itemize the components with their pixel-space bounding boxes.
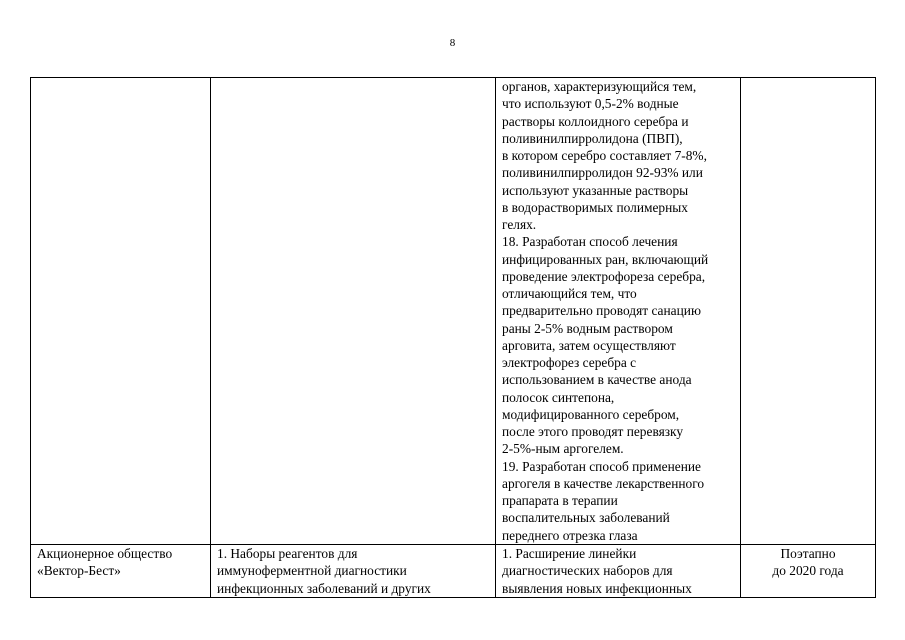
text-line: арговита, затем осуществляют [502, 337, 676, 353]
deadline-cell [741, 545, 876, 598]
text-line: органов, характеризующийся тем, [502, 79, 697, 94]
text-line: диагностических наборов для [502, 563, 673, 579]
results-cell [496, 545, 741, 598]
text-line: модифицированного серебром, [502, 406, 680, 422]
text-line: предварительно проводят санацию [502, 303, 701, 319]
table-row [31, 78, 876, 545]
text-line: инфицированных ран, включающий [502, 251, 709, 267]
product-cell [211, 78, 496, 545]
text-line: аргогеля в качестве лекарственного [502, 475, 705, 491]
text-line: до 2020 года [772, 563, 844, 579]
deadline-cell [741, 78, 876, 545]
text-line: раны 2-5% водным раствором [502, 320, 673, 336]
text-line: иммуноферментной диагностики [217, 563, 407, 579]
text-line: гелях. [502, 217, 537, 232]
text-line: полосок синтепона, [502, 389, 615, 405]
table-row [31, 545, 876, 598]
text-line: использованием в качестве анода [502, 372, 692, 388]
text-line: выявления новых инфекционных [502, 580, 692, 596]
organization-cell [31, 545, 211, 598]
text-line: 1. Наборы реагентов для [217, 546, 358, 561]
text-line: 18. Разработан способ лечения [502, 234, 678, 250]
text-line: Акционерное общество [37, 546, 173, 561]
plan-table [30, 77, 876, 598]
text-line: в водорастворимых полимерных [502, 199, 688, 215]
text-line: прапарата в терапии [502, 493, 618, 508]
text-line: 2-5%-ным аргогелем. [502, 441, 624, 457]
text-line: поливинилпирролидона (ПВП), [502, 130, 683, 146]
text-line: отличающийся тем, что [502, 286, 637, 301]
text-line: Поэтапно [780, 546, 836, 561]
text-line: используют указанные растворы [502, 182, 689, 198]
results-cell [496, 78, 741, 545]
text-line: что используют 0,5-2% водные [502, 96, 679, 112]
text-line: электрофорез серебра с [502, 355, 637, 370]
text-line: после этого проводят перевязку [502, 424, 684, 439]
page-number: 8 [449, 37, 456, 49]
organization-cell [31, 78, 211, 545]
text-line: растворы коллоидного серебра и [502, 113, 689, 129]
text-line: 1. Расширение линейки [502, 546, 637, 561]
text-line: 19. Разработан способ применение [502, 458, 701, 474]
text-line: воспалительных заболеваний [502, 510, 670, 526]
text-line: проведение электрофореза серебра, [502, 268, 706, 284]
product-cell [211, 545, 496, 598]
text-line: поливинилпирролидон 92-93% или [502, 165, 703, 181]
text-line: переднего отрезка глаза [502, 527, 638, 543]
text-line: инфекционных заболеваний и других [217, 580, 431, 596]
text-line: «Вектор-Бест» [37, 563, 121, 579]
text-line: в котором серебро составляет 7-8%, [502, 148, 707, 163]
